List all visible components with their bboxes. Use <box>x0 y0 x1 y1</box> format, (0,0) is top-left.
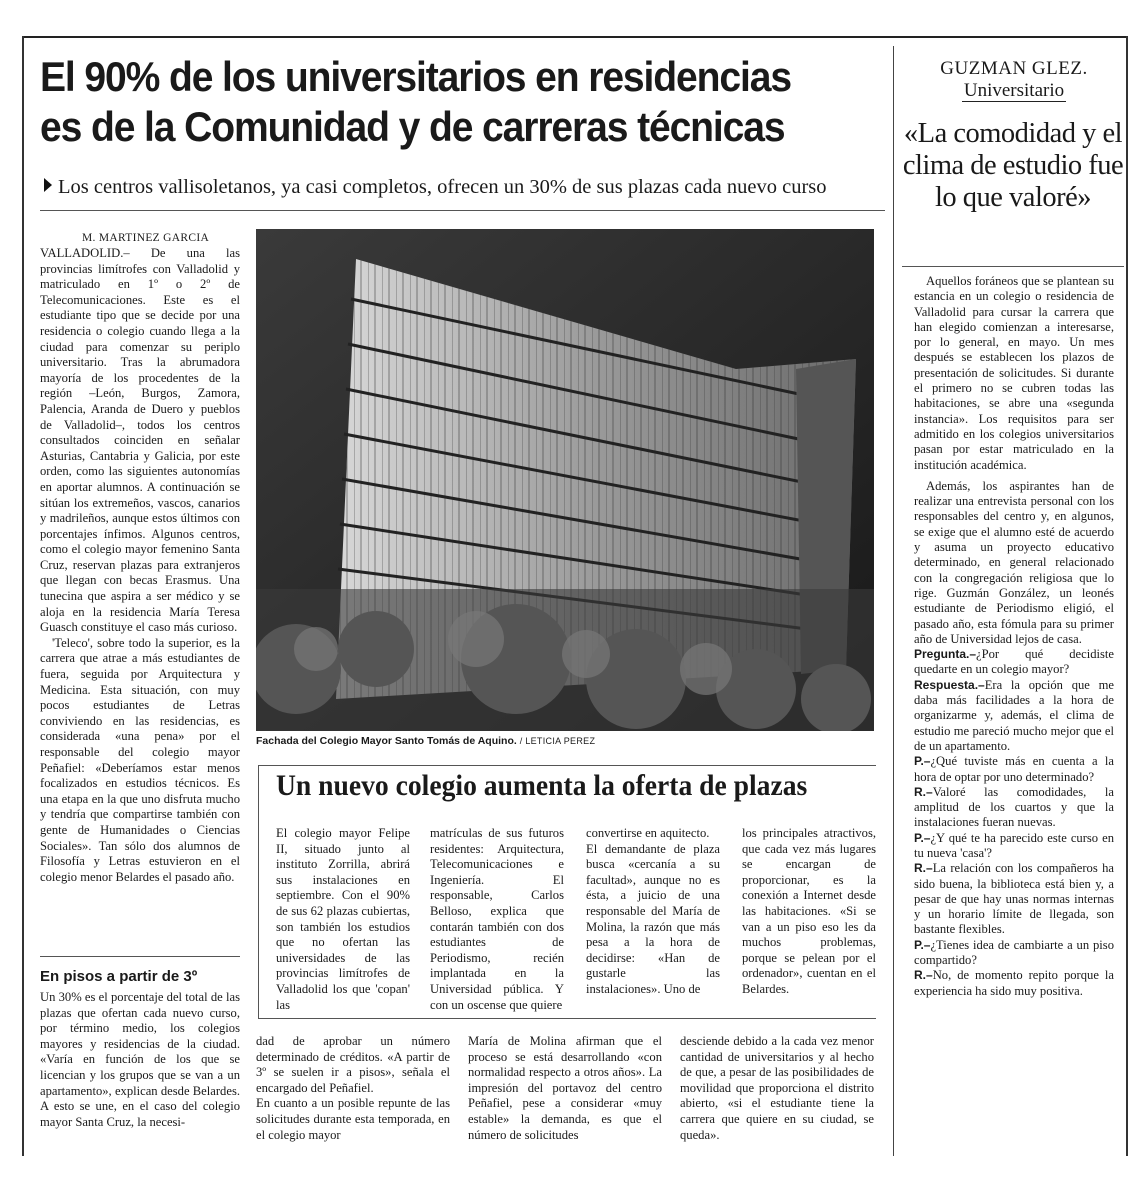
headline-line-1: El 90% de los universitarios en residencias <box>40 53 791 100</box>
subheadline-text: Los centros vallisoletanos, ya casi completos, ofrecen un 30% de sus plazas cada nuevo curso <box>58 176 827 198</box>
body-paragraph: 'Teleco', sobre todo la superior, es la carrera que atrae a más estudiantes de fuera, seguida por Arquitectura y Medicina. Esta situación, con muy pocos estudiantes de Letras conviviendo en las residencias, es considerada «una pena» por el responsable del colegio mayor Peñafiel: «Deberíamos estar menos focalizados en estudios técnicos. Es una etapa en la que uno disfruta mucho y tendría que compartirse también con gente de Humanidades o Ciencias Sociales». Tan sólo dos alumnos de Filosofía y Letras estuvieron en el colegio menor Belardes el pasado año. <box>40 635 240 884</box>
qa-item <box>914 754 1114 785</box>
qa-text: No, de momento repito porque la experiencia ha sido muy positiva. <box>914 968 1114 998</box>
qa-text: La relación con los compañeros ha sido buena, la biblioteca está bien y, a pesar de que hay unas normas internas y un horario límite de llegada, son bastante flexibles. <box>914 861 1114 937</box>
box-divider-top <box>258 765 876 766</box>
bullet-arrow-icon <box>44 178 52 192</box>
sidebar-divider-horizontal <box>902 266 1124 267</box>
qa-label: R.– <box>914 861 933 876</box>
bottom-column-2 <box>468 1034 662 1143</box>
sidebar-paragraph: Aquellos foráneos que se plantean su estancia en un colegio o residencia de Valladolid para cursar la carrera que han elegido comienzan a interesarse, por lo general, en mayo. Un mes después se establecen los plazos de presentación de solicitudes. Si durante el primero no se cubren todas las habitaciones, se abre una «segunda instancia». Los requisitos para ser admitido en los colegios universitarios pasan por estar matriculado en la institución académica. <box>914 274 1114 472</box>
section-divider <box>40 956 240 957</box>
body-paragraph: desciende debido a la cada vez menor cantidad de universitarios y al hecho de que, a pesar de las posibilidades de movilidad que proporciona el distrito abierto, «si el estudiante tiene la carrera que quiere en su ciudad, se queda». <box>680 1034 874 1142</box>
building-photo-image <box>256 229 874 731</box>
left-column-2 <box>40 990 240 1130</box>
bottom-column-1 <box>256 1034 450 1143</box>
body-paragraph: dad de aprobar un número determinado de créditos. «A partir de 3º se suelen ir a pisos», señala el encargado del Peñafiel. En cuanto a un posible repunte de las solicitudes durante esta temporada, en el colegio mayor <box>256 1034 450 1142</box>
qa-text: ¿Tienes idea de cambiarte a un piso compartido? <box>914 937 1114 968</box>
qa-label: Respuesta.– <box>914 677 985 692</box>
box-paragraph: matrículas de sus futuros residentes: Arquitectura, Telecomunicaciones e Ingeniería. El responsable, Carlos Belloso, explica que contarán también con dos estudiantes de Periodismo, recién implantada en la Universidad pública. Y con un oscense que quiere <box>430 826 564 1012</box>
qa-item <box>914 785 1114 831</box>
qa-item <box>914 968 1114 999</box>
body-paragraph: VALLADOLID.– De una las provincias limítrofes con Valladolid y matriculado en 1º o 2º de Telecomunicaciones. Este es el estudiante tipo que se decide por una residencia o colegio cuando llega a la ciudad para comenzar su periplo universitario. Tras la abrumadora mayoría de los procedentes de la región –León, Burgos, Zamora, Palencia, Aranda de Duero y pueblos de Valladolid–, todos los centros consultados coinciden en señalar Asturias, Cantabria y Galicia, por este orden, como las siguientes autonomías en aportar alumnos. A continuación se sitúan los extremeños, vascos, canarios y madrileños, aunque estos últimos con porcentajes ínfimos. Algunos centros, como el colegio mayor femenino Santa Cruz, reservan plazas para extranjeros que llegan con becas Erasmus. Una tunecina que aspira a ser médico y se aloja en la residencia María Teresa Guasch constituye el caso más curioso. <box>40 246 240 635</box>
headline <box>40 52 821 152</box>
byline: M. MARTINEZ GARCIA <box>82 232 210 244</box>
qa-item <box>914 678 1114 754</box>
subheadline <box>44 174 884 200</box>
qa-text: ¿Qué tuviste más en cuenta a la hora de optar por uno determinado? <box>914 754 1114 784</box>
sidebar-divider <box>893 46 894 1156</box>
sidebar-quote: «La comodidad y el clima de estudio fue lo que valoré» <box>902 118 1124 213</box>
photo-caption-text: Fachada del Colegio Mayor Santo Tomás de Aquino. <box>256 735 517 747</box>
body-paragraph: María de Molina afirman que el proceso se está desarrollando «con normalidad respecto a otros años». La impresión del portavoz del centro Peñafiel, pese a considerar «muy estable» la demanda, es que el número de solicitudes <box>468 1034 662 1142</box>
box-column-3 <box>586 826 720 998</box>
headline-line-2: es de la Comunidad y de carreras técnicas <box>40 103 785 150</box>
qa-label: R.– <box>914 968 933 983</box>
section-heading: En pisos a partir de 3º <box>40 968 198 985</box>
qa-item <box>914 861 1114 937</box>
sidebar-paragraph: Además, los aspirantes han de realizar una entrevista personal con los responsables del centro y, en algunos, se exige que el alumno esté de acuerdo y asuma un proyecto educativo determinado, en general relacionado con la congregación religiosa que lo rige. Guzmán González, un leonés estudiante de Periodismo eligió, el pasado año, esta fómula para su primer año de Universidad lejos de casa. <box>914 478 1114 646</box>
box-column-2 <box>430 826 564 1013</box>
sidebar-role <box>900 80 1128 102</box>
box-divider-bottom <box>258 1018 876 1019</box>
left-column <box>40 246 240 885</box>
page-frame-right <box>1126 36 1128 1156</box>
photo-credit: / LETICIA PEREZ <box>519 736 596 746</box>
box-column-4 <box>742 826 876 998</box>
qa-text: ¿Por qué decidiste quedarte en un colegio mayor? <box>914 647 1114 677</box>
box-paragraph: los principales atractivos, que cada vez más lugares se encargan de proporcionar, es la conexión a Internet desde las habitaciones. «Si se van a un piso eso les da muchos problemas, porque se pelean por el ordenador», cuentan en el Belardes. <box>742 826 876 996</box>
box-paragraph: convertirse en aquitecto. El demandante de plaza busca «cercanía a su facultad», aunque no es ésta, a juicio de una responsable del María de Molina, la razón que más pesa a la hora de decidirse: «Han de gustarle las instalaciones». Uno de <box>586 826 720 996</box>
box-column-1 <box>276 826 410 1013</box>
qa-text: ¿Y qué te ha parecido este curso en tu nueva 'casa'? <box>914 830 1114 860</box>
qa-label: Pregunta.– <box>914 647 977 662</box>
qa-item <box>914 831 1114 862</box>
qa-label: R.– <box>914 784 933 799</box>
qa-text: Era la opción que me daba más facilidades a la hora de organizarme y, además, el clima de estudio me pareció mucho mejor que el de un apartamento. <box>914 677 1114 753</box>
box-headline: Un nuevo colegio aumenta la oferta de plazas <box>276 769 808 802</box>
subhead-divider <box>40 210 885 211</box>
qa-label: P.– <box>914 754 931 769</box>
box-paragraph: El colegio mayor Felipe II, situado junto al instituto Zorrilla, abrirá sus instalaciones en septiembre. Con el 90% de sus 62 plazas cubiertas, son también los estudios que no ofertan las universidades de las provincias limítrofes de Valladolid los que 'copan' las <box>276 826 410 1012</box>
qa-text: Valoré las comodidades, la amplitud de los cuartos y que la instalaciones fueran nuevas. <box>914 784 1114 830</box>
sidebar-name: GUZMAN GLEZ. <box>940 58 1088 79</box>
qa-label: P.– <box>914 830 931 845</box>
sidebar-role-text: Universitario <box>963 80 1065 101</box>
bottom-column-3 <box>680 1034 874 1143</box>
sidebar-text <box>914 274 1114 999</box>
qa-item <box>914 938 1114 969</box>
photo-caption <box>256 735 874 747</box>
page-frame-top <box>22 36 1128 38</box>
box-divider-left <box>258 765 259 1018</box>
page-frame-left <box>22 36 24 1156</box>
building-photo <box>256 229 874 731</box>
body-paragraph: Un 30% es el porcentaje del total de las plazas que ofertan cada nuevo curso, por término medio, los colegios mayores y residencias de la ciudad. «Varía en función de los que se licencian y los grupos que se van a un apartamento», explican desde Belardes. A esto se une, en el caso del colegio mayor Santa Cruz, la necesi- <box>40 990 240 1129</box>
qa-item <box>914 647 1114 678</box>
qa-label: P.– <box>914 937 931 952</box>
